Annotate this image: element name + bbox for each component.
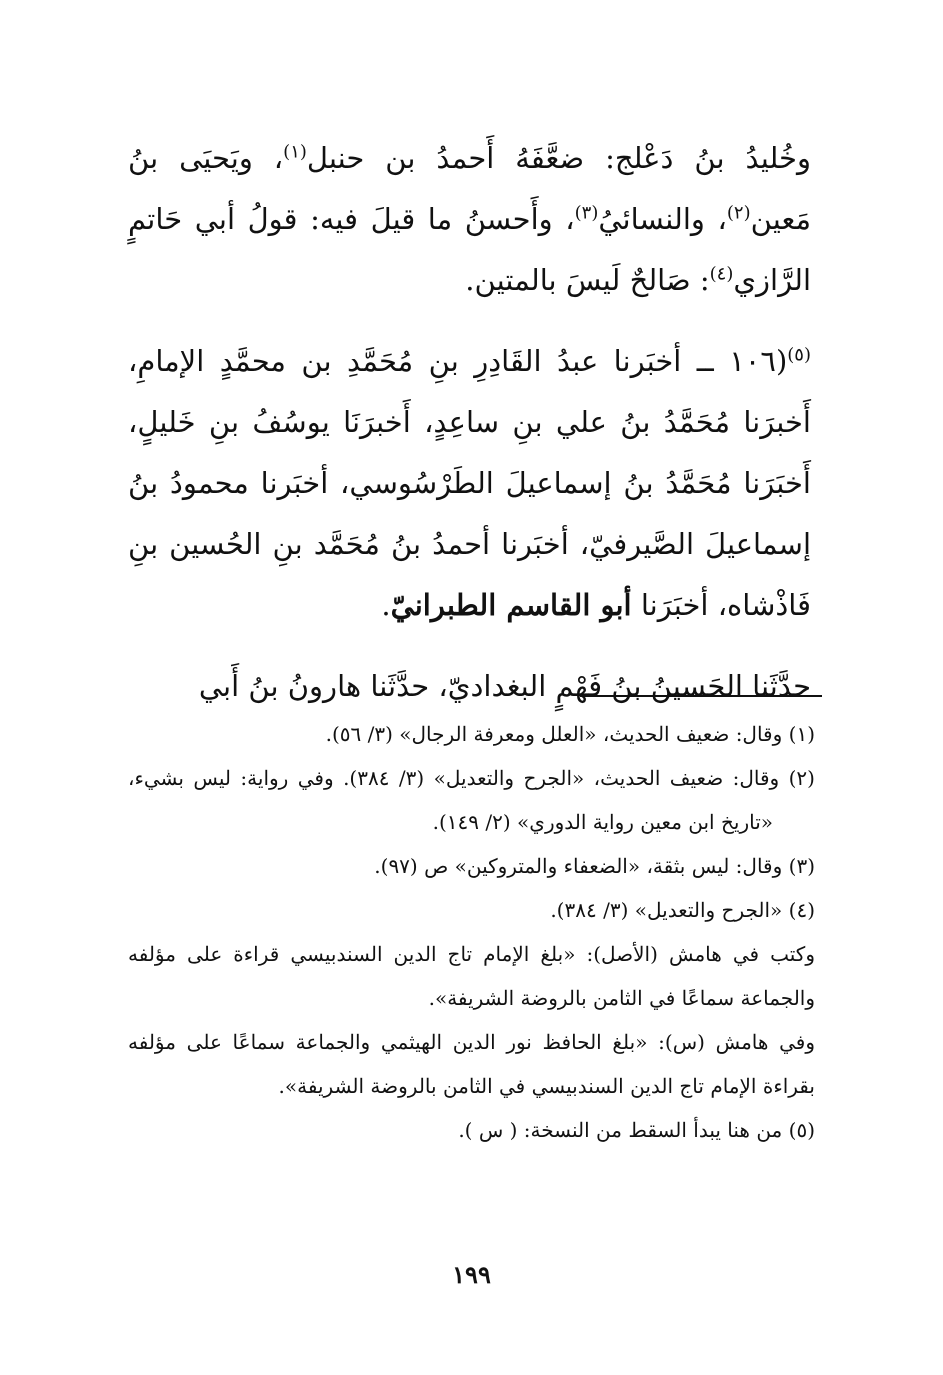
footnote-ref-2: (٢)	[726, 202, 751, 224]
footnote-4: (٤) «الجرح والتعديل» (٣/ ٣٨٤).	[550, 898, 815, 922]
paragraph-2	[128, 331, 811, 636]
footnote-4-margin-note-asl: وكتب في هامش (الأصل): «بلغ الإمام تاج الدين السندبيسي قراءة على مؤلفه والجماعة سماعًا في الثامن بالروضة الشريفة».	[128, 942, 815, 1010]
paragraph-2-end: .	[381, 588, 391, 622]
footnote-ref-4: (٤)	[709, 263, 734, 285]
footnote-ref-1: (١)	[283, 141, 307, 163]
footnote-1: (١) وقال: ضعيف الحديث، «العلل ومعرفة الرجال» (٣/ ٥٦).	[325, 722, 815, 746]
paragraph-1-part-5: : صَالحٌ لَيسَ بالمتين.	[465, 263, 710, 297]
paragraph-3: حدَّثَنا الحَسينُ بنُ فَهْمٍ البغداديّ، حدَّثَنا هارونُ بنُ أَبي	[198, 669, 811, 703]
footnote-4-margin-note-s: وفي هامش (س): «بلغ الحافظ نور الدين الهيثمي والجماعة سماعًا على مؤلفه بقراءة الإمام تاج الدين السندبيسي في الثامن بالروضة الشريفة».	[128, 1030, 815, 1098]
hadith-106-chain: (١٠٦ ــ أخبَرنا عبدُ القَادِرِ بنِ مُحَمَّدِ بن محمَّدٍ الإمامِ، أَخبرَنا مُحَمَّدُ بنُ علي بنِ ساعِدٍ، أَخبرَنَا يوسُفُ بنِ خَليلٍ، أَخبَرَنا مُحَمَّدُ بنُ إسماعيلَ الطَرْسُوسي، أخبَرنا محمودُ بنُ إسماعيلَ الصَّيرفيّ، أخبَرنا أحمدُ بنُ مُحَمَّد بنِ الحُسين بنِ فَاذْشاه، أخبَرَنا	[128, 344, 811, 622]
footnote-2: (٢) وقال: ضعيف الحديث، «الجرح والتعديل» (٣/ ٣٨٤). وفي رواية: ليس بشيء، «تاريخ ابن معين رواية الدوري» (٢/ ١٤٩).	[128, 766, 815, 834]
paragraph-1	[128, 128, 811, 311]
footnotes-section	[128, 712, 815, 1152]
footnote-ref-5: (٥)	[787, 344, 811, 366]
footnote-5: (٥) من هنا يبدأ السقط من النسخة: ( س ).	[458, 1118, 815, 1142]
paragraph-1-part-1: وخُليدُ بنُ دَعْلج: ضعَّفَهُ أَحمدُ بن حنبل	[306, 141, 811, 175]
footnote-ref-3: (٣)	[574, 202, 599, 224]
paragraph-1-part-3: ، والنسائيُ	[598, 202, 727, 236]
footnote-3: (٣) وقال: ليس بثقة، «الضعفاء والمتروكين» ص (٩٧).	[374, 854, 815, 878]
paragraph-1-part-2: ، ويَحيَى بنُ مَعين	[128, 141, 811, 236]
narrator-name-bold: أبو القاسم الطبرانيّ	[390, 588, 632, 622]
main-text	[128, 128, 811, 717]
footnote-separator	[580, 695, 822, 697]
paragraph-1-part-4: ، وأَحسنُ ما قيلَ فيه: قولُ أبي حَاتمٍ الرَّازي	[128, 202, 811, 297]
page-number: ١٩٩	[452, 1260, 491, 1289]
